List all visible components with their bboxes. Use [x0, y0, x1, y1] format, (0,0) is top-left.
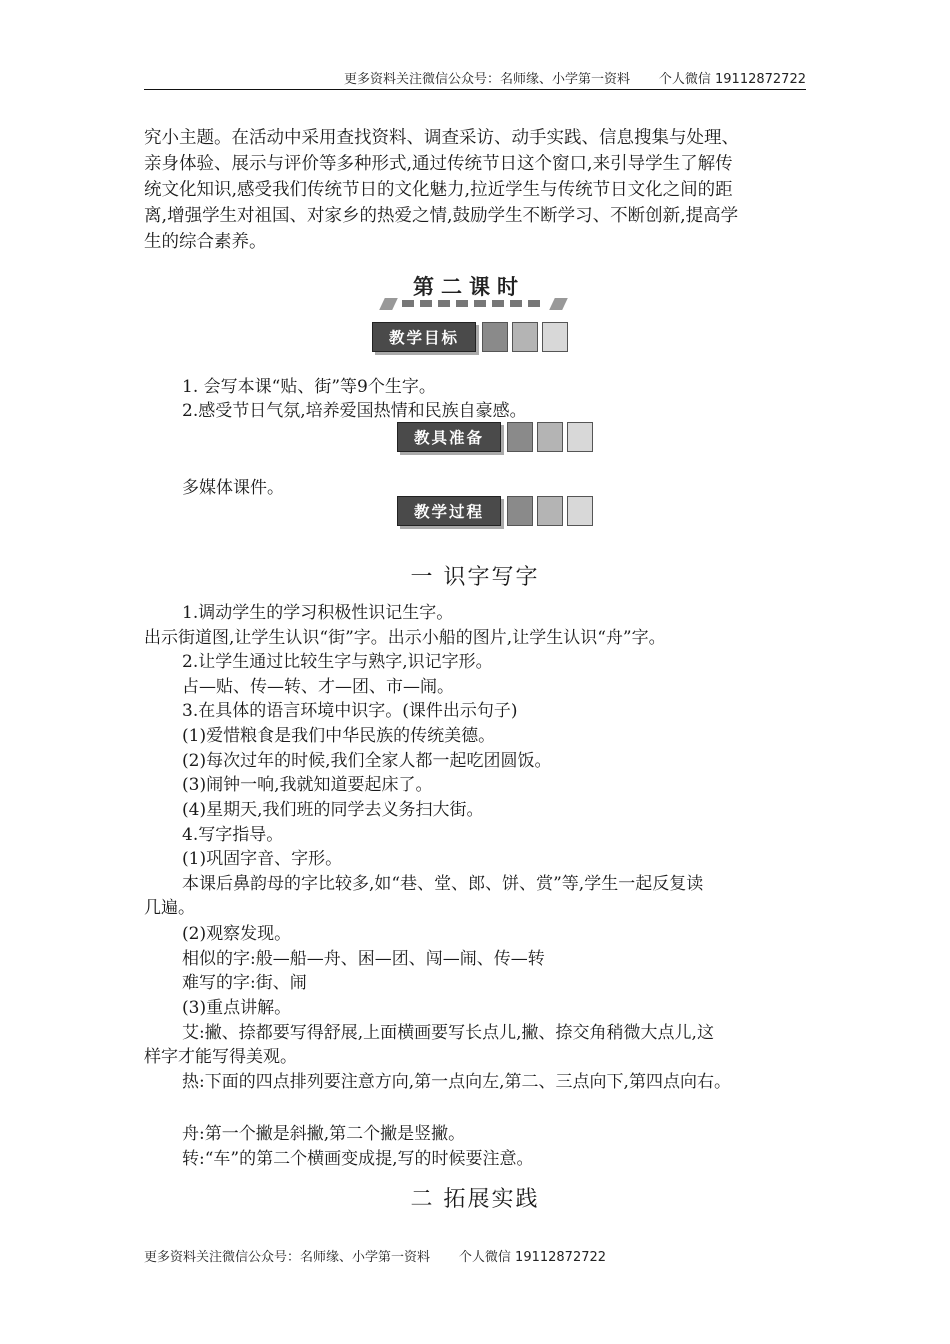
label-square — [537, 496, 563, 526]
intro-line: 究小主题。在活动中采用查找资料、调查采访、动手实践、信息搜集与处理、 — [144, 128, 739, 148]
label-square — [537, 422, 563, 452]
body-line: 出示街道图,让学生认识“街”字。出示小船的图片,让学生认识“舟”字。 — [144, 628, 666, 648]
process-label: 教学过程 — [397, 496, 501, 526]
body-line: 难写的字:街、闹 — [182, 973, 307, 993]
body-line: 样字才能写得美观。 — [144, 1047, 297, 1067]
body-line: (1)爱惜粮食是我们中华民族的传统美德。 — [182, 726, 496, 746]
prep-text: 多媒体课件。 — [182, 478, 284, 498]
title-dash-decoration — [380, 298, 570, 310]
body-line: 艾:撇、捺都要写得舒展,上面横画要写长点儿,撇、捺交角稍微大点儿,这 — [182, 1023, 714, 1043]
goal-item: 2.感受节日气氛,培养爱国热情和民族自豪感。 — [182, 401, 527, 421]
body-line: (4)星期天,我们班的同学去义务扫大街。 — [182, 800, 484, 820]
body-line: (3)重点讲解。 — [182, 998, 292, 1018]
body-line: 2.让学生通过比较生字与熟字,识记字形。 — [182, 652, 493, 672]
body-line: (3)闹钟一响,我就知道要起床了。 — [182, 775, 433, 795]
label-square — [567, 422, 593, 452]
body-line: 1.调动学生的学习积极性识记生字。 — [182, 603, 454, 623]
body-line: 舟:第一个撇是斜撇,第二个撇是竖撇。 — [182, 1124, 466, 1144]
body-line: 转:“车”的第二个横画变成提,写的时候要注意。 — [182, 1149, 534, 1169]
body-line: 本课后鼻韵母的字比较多,如“巷、堂、郎、饼、赏”等,学生一起反复读 — [182, 874, 704, 894]
prep-label: 教具准备 — [397, 422, 501, 452]
body-line: 几遍。 — [144, 898, 195, 918]
intro-line: 统文化知识,感受我们传统节日的文化魅力,拉近学生与传统节日文化之间的距 — [144, 180, 733, 200]
intro-line: 生的综合素养。 — [144, 232, 267, 252]
label-square — [482, 322, 508, 352]
label-square — [567, 496, 593, 526]
intro-line: 离,增强学生对祖国、对家乡的热爱之情,鼓励学生不断学习、不断创新,提高学 — [144, 206, 739, 226]
goal-item: 1. 会写本课“贴、街”等9个生字。 — [182, 377, 436, 397]
label-square — [512, 322, 538, 352]
goals-label: 教学目标 — [372, 322, 476, 352]
body-line: 3.在具体的语言环境中识字。(课件出示句子) — [182, 701, 518, 721]
label-square — [507, 422, 533, 452]
section-title-1: 一 识字写字 — [410, 565, 540, 590]
body-line: 热:下面的四点排列要注意方向,第一点向左,第二、三点向下,第四点向右。 — [182, 1072, 731, 1092]
lesson-title: 第二课时 — [413, 275, 525, 299]
section-title-2: 二 拓展实践 — [410, 1187, 540, 1212]
body-line: (2)观察发现。 — [182, 924, 292, 944]
page-header: 更多资料关注微信公众号：名师缘、小学第一资料 个人微信 19112872722 — [343, 72, 806, 87]
intro-line: 亲身体验、展示与评价等多种形式,通过传统节日这个窗口,来引导学生了解传 — [144, 154, 733, 174]
label-square — [542, 322, 568, 352]
body-line: 占—贴、传—转、才—团、市—闹。 — [182, 677, 454, 697]
body-line: (1)巩固字音、字形。 — [182, 849, 343, 869]
label-square — [507, 496, 533, 526]
body-line: (2)每次过年的时候,我们全家人都一起吃团圆饭。 — [182, 751, 552, 771]
body-line: 相似的字:般—船—舟、困—团、闯—闹、传—转 — [182, 949, 545, 969]
body-line: 4.写字指导。 — [182, 825, 284, 845]
header-divider — [144, 89, 806, 90]
page-footer: 更多资料关注微信公众号：名师缘、小学第一资料 个人微信 19112872722 — [144, 1250, 607, 1265]
